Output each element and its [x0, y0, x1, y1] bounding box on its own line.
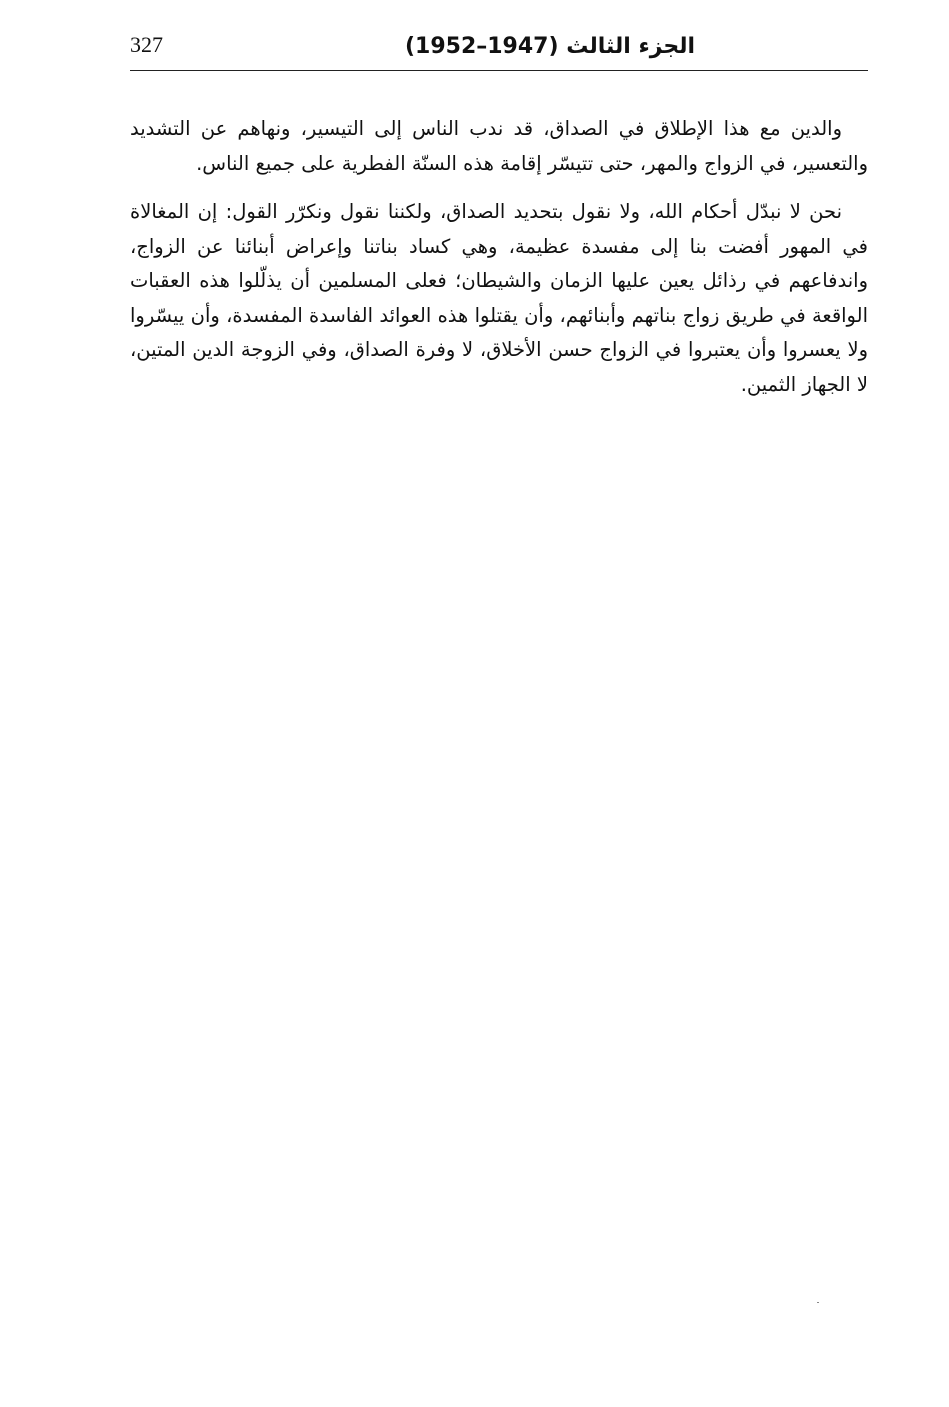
scan-speck [817, 1302, 819, 1303]
main-text [130, 112, 868, 402]
page-number: 327 [130, 32, 163, 57]
paragraph: نحن لا نبدّل أحكام الله، ولا نقول بتحديد الصداق، ولكننا نقول ونكرّر القول: إن المغالاة في المهور أفضت بنا إلى مفسدة عظيمة، وهي كساد بناتنا وإعراض أبنائنا عن الزواج، واندفاعهم في رذائل يعين عليها الزمان والشيطان؛ فعلى المسلمين أن يذلّلوا هذه العقبات الواقعة في طريق زواج بناتهم وأبنائهم، وأن يقتلوا هذه العوائد الفاسدة المفسدة، وأن ييسّروا ولا يعسروا وأن يعتبروا في الزواج حسن الأخلاق، لا وفرة الصداق، وفي الزوجة الدين المتين، لا الجهاز الثمين. [130, 200, 868, 396]
paragraph: والدين مع هذا الإطلاق في الصداق، قد ندب الناس إلى التيسير، ونهاهم عن التشديد والتعسير، في الزواج والمهر، حتى تتيسّر إقامة هذه السنّة الفطرية على جميع الناس. [130, 117, 868, 175]
running-title: الجزء الثالث (1947–1952) [404, 34, 696, 59]
header-divider [130, 70, 868, 71]
page-header [130, 28, 868, 68]
